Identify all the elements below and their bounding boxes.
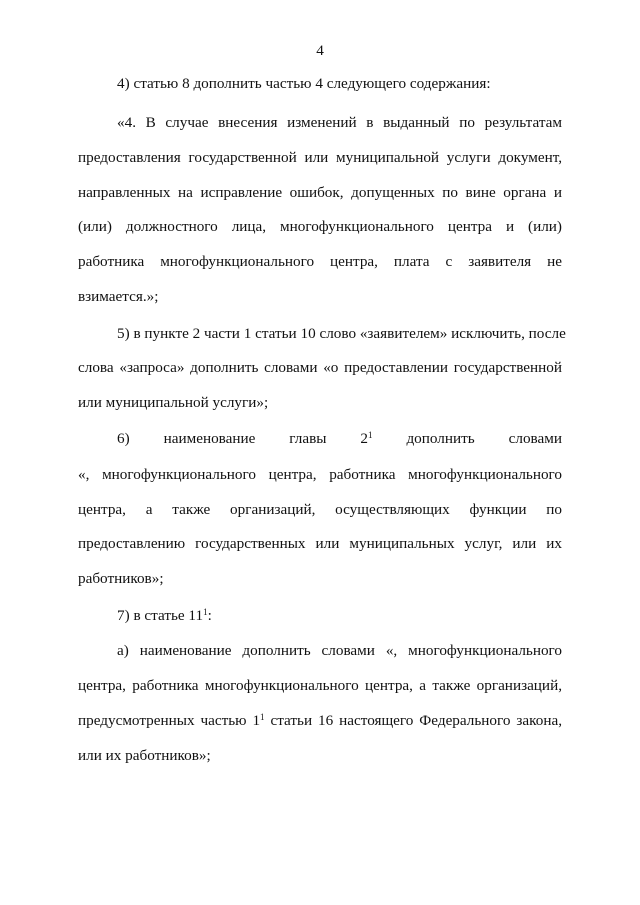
- text-run: (или) должностного лица, многофункционального центра и (или): [78, 218, 562, 235]
- superscript: 1: [260, 712, 265, 723]
- text-line: [78, 534, 562, 554]
- text-line: [78, 148, 562, 168]
- text-line: [117, 74, 562, 94]
- text-run: центра, работника многофункционального центра, а также организаций,: [78, 677, 562, 694]
- page-number: 4: [316, 42, 324, 59]
- text-run: направленных на исправление ошибок, допущенных по вине органа и: [78, 184, 562, 201]
- text-line: [78, 252, 562, 272]
- text-line: [117, 113, 562, 133]
- text-run: 4) статью 8 дополнить частью 4 следующего содержания:: [117, 75, 491, 92]
- text-line: [117, 324, 566, 344]
- text-line: [78, 500, 562, 520]
- text-run: предоставлению государственных или муниципальных услуг, или их: [78, 535, 562, 552]
- text-line: [78, 358, 562, 378]
- text-run: дополнить словами: [372, 430, 562, 447]
- text-line: [78, 287, 562, 307]
- text-line: [117, 641, 562, 661]
- text-run: предоставления государственной или муниципальной услуги документ,: [78, 149, 562, 166]
- text-line: [78, 569, 562, 589]
- text-run: слова «запроса» дополнить словами «о предоставлении государственной: [78, 359, 562, 376]
- text-line: [78, 465, 562, 485]
- text-line: [78, 217, 562, 237]
- text-line: [78, 183, 562, 203]
- text-run: а) наименование дополнить словами «, многофункционального: [117, 642, 562, 659]
- text-run: «4. В случае внесения изменений в выданный по результатам: [117, 114, 562, 131]
- text-run: или муниципальной услуги»;: [78, 394, 269, 411]
- text-line: [78, 393, 562, 413]
- text-run: предусмотренных частью 1: [78, 712, 261, 729]
- text-line: [78, 711, 562, 731]
- text-run: взимается.»;: [78, 288, 159, 305]
- text-run: работника многофункционального центра, плата с заявителя не: [78, 253, 562, 270]
- text-line: [117, 606, 562, 626]
- text-run: 7) в статье 11: [117, 607, 204, 624]
- text-run: 6) наименование главы 2: [117, 430, 368, 447]
- superscript: 1: [368, 430, 373, 441]
- text-run: :: [207, 607, 212, 624]
- text-run: статьи 16 настоящего Федерального закона,: [264, 712, 562, 729]
- text-run: «, многофункционального центра, работника многофункционального: [78, 466, 562, 483]
- text-run: 5) в пункте 2 части 1 статьи 10 слово «заявителем» исключить, после: [117, 325, 566, 342]
- superscript: 1: [203, 607, 208, 618]
- text-line: [78, 746, 562, 766]
- text-run: или их работников»;: [78, 747, 211, 764]
- text-run: центра, а также организаций, осуществляющих функции по: [78, 501, 562, 518]
- text-run: работников»;: [78, 570, 164, 587]
- text-line: [78, 676, 562, 696]
- text-line: [117, 429, 562, 449]
